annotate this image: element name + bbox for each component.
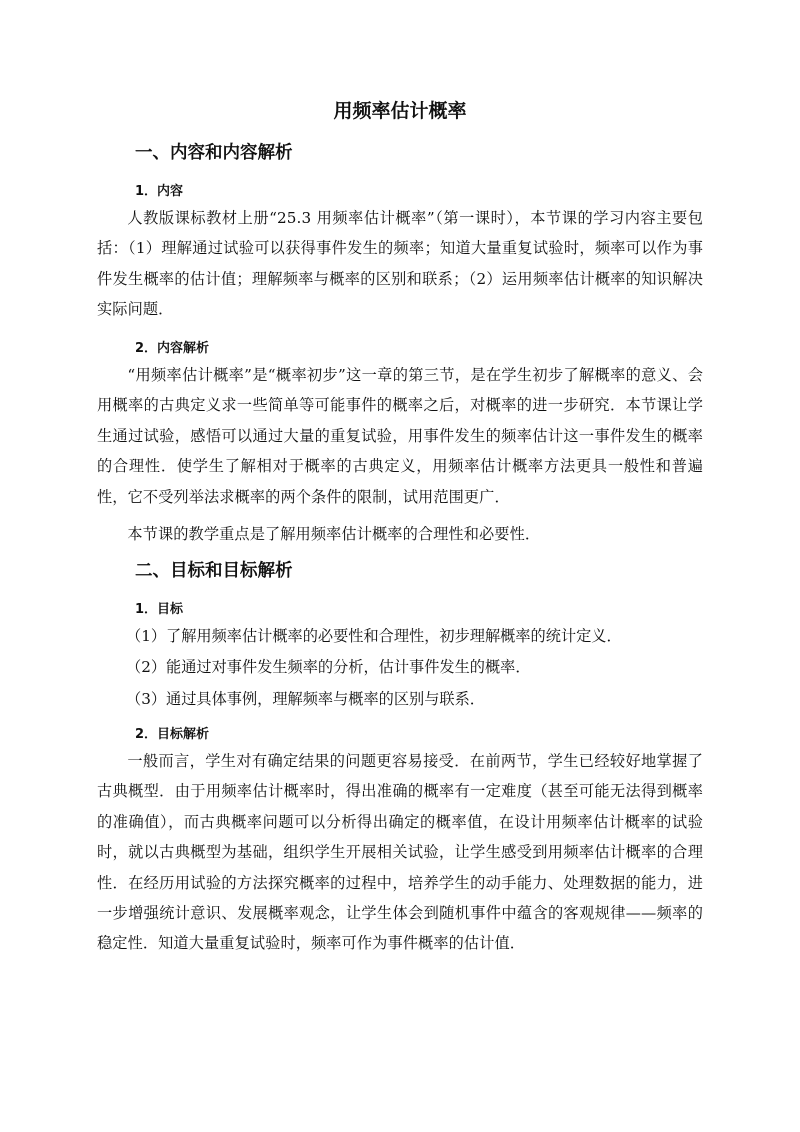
objective-item-3: （3）通过具体事例，理解频率与概率的区别与联系． bbox=[126, 690, 485, 708]
document-title: 用频率估计概率 bbox=[333, 100, 467, 122]
subheading-content-analysis: 2．内容解析 bbox=[135, 341, 210, 356]
subheading-objectives-analysis: 2．目标解析 bbox=[135, 727, 210, 742]
objective-item-1: （1）了解用频率估计概率的必要性和合理性，初步理解概率的统计定义． bbox=[126, 627, 622, 645]
subheading-objectives: 1．目标 bbox=[135, 602, 184, 617]
section-heading-objectives: 二、目标和目标解析 bbox=[135, 561, 293, 581]
paragraph-objectives-analysis: 一般而言，学生对有确定结果的问题更容易接受．在前两节，学生已经较好地掌握了古典概型．由于用频率估计概率时，得出准确的概率有一定难度（甚至可能无法得到概率的准确值），而古典概率问题可以分析得出确定的概率值，在设计用频率估计概率的试验时，就以古典概型为基础，组织学生开展相关试验，让学生感受到用频率估计概率的合理性．在经历用试验的方法探究概率的过程中，培养学生的动手能力、处理数据的能力，进一步增强统计意识、发展概率观念，让学生体会到随机事件中蕴含的客观规律——频率的稳定性．知道大量重复试验时，频率可作为事件概率的估计值． bbox=[97, 752, 703, 953]
section-heading-content: 一、内容和内容解析 bbox=[135, 143, 293, 163]
paragraph-key-point: 本节课的教学重点是了解用频率估计概率的合理性和必要性． bbox=[127, 525, 541, 543]
paragraph-content: 人教版课标教材上册“25.3 用频率估计概率”（第一课时），本节课的学习内容主要包括：（1）理解通过试验可以获得事件发生的频率；知道大量重复试验时，频率可以作为事件发生概率的估计值；理解频率与概率的区别和联系；（2）运用频率估计概率的知识解决实际问题． bbox=[97, 209, 703, 319]
subheading-content: 1．内容 bbox=[135, 184, 184, 199]
paragraph-content-analysis: “用频率估计概率”是“概率初步”这一章的第三节，是在学生初步了解概率的意义、会用概率的古典定义求一些简单等可能事件的概率之后，对概率的进一步研究．本节课让学生通过试验，感悟可以通过大量的重复试验，用事件发生的频率估计这一事件发生的概率的合理性．使学生了解相对于概率的古典定义，用频率估计概率方法更具一般性和普遍性，它不受列举法求概率的两个条件的限制，试用范围更广． bbox=[97, 366, 703, 506]
objective-item-2: （2）能通过对事件发生频率的分析，估计事件发生的概率． bbox=[126, 658, 531, 676]
